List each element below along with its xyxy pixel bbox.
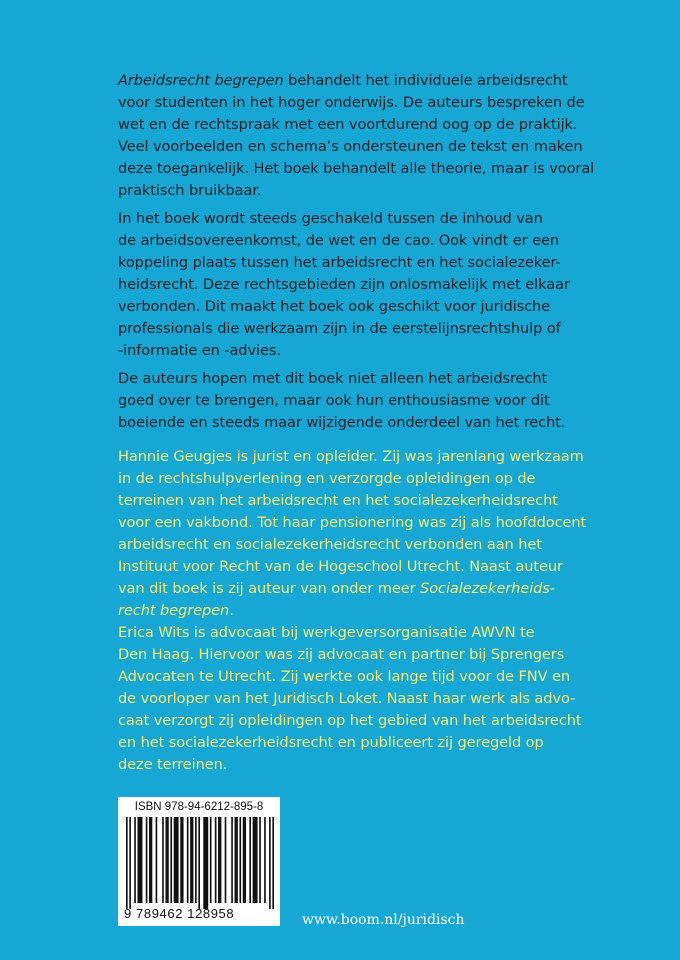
isbn-label: ISBN 978-94-6212-895-8 [134,801,264,813]
description-paragraph-3 [118,368,573,434]
author-bio-wits [118,622,582,776]
author-bio-geugjes [118,446,587,622]
text-line: De auteurs hopen met dit boek niet alleen het arbeidsrecht [118,370,548,387]
text-line: wet en de rechtspraak met een voortdurend oog op de praktijk. [118,116,578,133]
paragraph-text [118,368,573,434]
paragraph-text [118,208,573,362]
text-line: deze terreinen. [118,756,228,773]
text-line: koppeling plaats tussen het arbeidsrecht en het socialezeker- [118,254,561,271]
text-line: terreinen van het arbeidsrecht en het socialezekerheidsrecht [118,492,558,509]
barcode-bars [126,817,274,909]
text-line: voor studenten in het hoger onderwijs. De auteurs bespreken de [118,94,585,111]
text-line: Hannie Geugjes is jurist en opleider. Zij was jarenlang werkzaam [118,448,584,465]
text-line: In het boek wordt steeds geschakeld tussen de inhoud van [118,210,543,227]
isbn-barcode [118,797,280,926]
text-line: verbonden. Dit maakt het boek ook geschikt voor juridische [118,298,551,315]
text-line: de arbeidsovereenkomst, de wet en de cao. Ook vindt er een [118,232,560,249]
text-line: -informatie en -advies. [118,342,281,359]
text-line: en het socialezekerheidsrecht en publiceert zij geregeld op [118,734,544,751]
text-line: caat verzorgt zij opleidingen op het gebied van het arbeidsrecht [118,712,582,729]
text-line: van dit boek is zij auteur van onder meer Socialezekerheids- [118,580,555,597]
text-line: Erica Wits is advocaat bij werkgeversorganisatie AWVN te [118,624,535,641]
text-line: Veel voorbeelden en schema’s ondersteunen de tekst en maken [118,138,583,155]
text-line: Arbeidsrecht begrepen behandelt het individuele arbeidsrecht [118,72,568,89]
text-line: goed over te brengen, maar ook hun enthousiasme voor dit [118,392,550,409]
publisher-url[interactable]: www.boom.nl/juridisch [302,912,465,928]
text-line: in de rechtshulpverlening en verzorgde opleidingen op de [118,470,536,487]
description-paragraph-1 [118,70,595,202]
text-line: professionals die werkzaam zijn in de eerstelijnsrechtshulp of [118,320,561,337]
author-bios [118,446,587,776]
text-line: voor een vakbond. Tot haar pensionering was zij als hoofddocent [118,514,587,531]
description-paragraph-2 [118,208,573,362]
text-line: recht begrepen. [118,602,234,619]
text-line: Advocaten te Utrecht. Zij werkte ook lange tijd voor de FNV en [118,668,571,685]
text-line: de voorloper van het Juridisch Loket. Naast haar werk als advo- [118,690,576,707]
text-line: arbeidsrecht en socialezekerheidsrecht verbonden aan het [118,536,542,553]
paragraph-text [118,70,595,202]
text-line: praktisch bruikbaar. [118,182,262,199]
text-line: boeiende en steeds maar wijzigende onderdeel van het recht. [118,414,566,431]
ean-digits: 9 789462 128958 [124,906,235,921]
text-line: heidsrecht. Deze rechtsgebieden zijn onlosmakelijk met elkaar [118,276,570,293]
text-line: Den Haag. Hiervoor was zij advocaat en partner bij Sprengers [118,646,565,663]
text-line: Instituut voor Recht van de Hogeschool Utrecht. Naast auteur [118,558,563,575]
text-line: deze toegankelijk. Het boek behandelt alle theorie, maar is vooral [118,160,595,177]
